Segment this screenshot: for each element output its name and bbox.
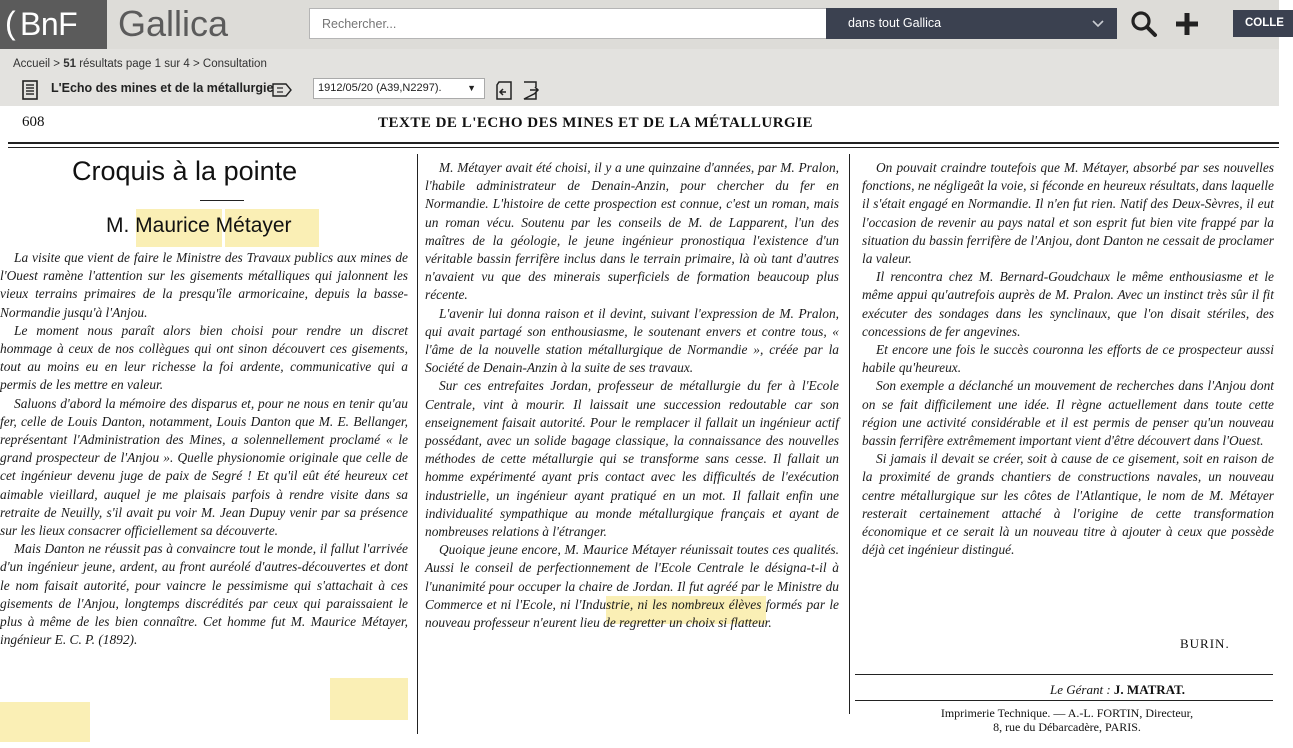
paragraph: M. Métayer avait été choisi, il y a une quinzaine d'années, par M. Pralon, l'habile administrateur de Denain-Anzin, pour chercher du fer en Normandie. L'histoire de cette prospection est connue, c'est un roman, mais un roman vécu. Soutenu par les conseils de M. de Lapparent, l'un des maîtres de la géologie, le jeune ingénieur pronostiqua l'existence d'un véritable bassin ferrifère inclus dans le terrain primaire, là où tant d'autres n'avaient vu que des minerais superficiels de formation beaucoup plus récente. [425,160,839,303]
gerant-name: J. MATRAT. [1113,682,1186,697]
tag-icon[interactable] [272,83,292,102]
article-column-1 [0,249,408,649]
footer-rule [855,674,1273,675]
running-head: TEXTE DE L'ECHO DES MINES ET DE LA MÉTALLURGIE [378,115,814,131]
caret-down-icon: ▼ [467,83,476,93]
paragraph: Si jamais il devait se créer, soit à cause de ce gisement, soit en raison de la proximité de grands chantiers de constructions navales, un nouveau centre métallurgique sur les côtes de l'Atlantique, le nom de M. Métayer resterait certainement attaché à l'origine de cette transformation économique et ce serait là un nouveau titre à ajouter à ceux que possède déjà cet ingénieur distingué. [862,451,1274,558]
paragraph: On pouvait craindre toutefois que M. Métayer, absorbé par ses nouvelles fonctions, ne négligeât la voie, si féconde en heureux résultats, dans laquelle il s'était engagé en Normandie. Il n'en fut rien. Natif des Deux-Sèvres, il eut l'occasion de revenir au pays natal et son esprit fut bien vite frappé par la situation du bassin ferrifère de l'Anjou, dont Danton ne cessait de proclamer la valeur. [862,160,1274,267]
search-icon[interactable] [1129,9,1159,39]
paragraph: Le moment nous paraît alors bien choisi pour rendre un discret hommage à ceux de nos collègues qui ont sinon découvert ces gisements, tout au moins eu en leur richesse la foi ardente, communicative qui a permis de les mettre en valeur. [0,322,408,393]
plus-icon[interactable] [1172,9,1202,39]
breadcrumb-separator: > [193,58,200,70]
printer-line-1: Imprimerie Technique. — A.-L. FORTIN, Directeur, [940,706,1194,720]
document-bar [0,49,1279,106]
paragraph: Saluons d'abord la mémoire des disparus et, pour ne nous en tenir qu'au fer, celle de Louis Danton, notamment, Louis Danton que M. E. Bellanger, représentant l'Administration des Mines, a solennellement proclamé « le grand prospecteur de l'Anjou ». Quelle physionomie originale que celle de cet ingénieur devenu juge de paix de Segré ! Et qu'il eût été heureux cet aimable vieillard, auquel je me plaisais parfois à rendre visite dans sa retraite de Neuilly, s'il avait pu voir M. Jean Dupuy venir par sa présence sur les lieux consacrer officiellement sa découverte. [0,395,408,539]
paragraph: La visite que vient de faire le Ministre des Travaux publics aux mines de l'Ouest ramène l'attention sur les gisements métalliques qui jalonnent les vieux terrains primaires de la presqu'île armoricaine, depuis la basse-Normandie jusqu'à l'Anjou. [0,250,408,320]
breadcrumb-results[interactable]: résultats page 1 sur 4 [79,58,190,70]
search-highlight [330,678,408,720]
previous-issue-icon[interactable] [494,79,514,106]
gallica-brand[interactable]: Gallica [118,3,229,44]
document-icon [22,80,38,105]
document-title: L'Echo des mines et de la métallurgie [51,81,274,95]
footer-rule [855,700,1273,701]
top-bar [0,0,1284,49]
article-subtitle: M. Maurice Métayer [106,214,292,237]
breadcrumb-home[interactable]: Accueil [13,58,51,70]
paragraph: Il rencontra chez M. Bernard-Goudchaux le même enthousiasme et le même appui qu'autrefois auprès de M. Pralon. Avec un instinct très sûr il fit exécuter des sondages dans les synclinaux, que l'on disait stériles, des concessions de fer angevines. [862,269,1274,339]
bnf-logo[interactable] [0,0,107,49]
breadcrumb-separator: > [53,58,60,70]
author-signature: BURIN. [1180,636,1230,651]
printer-imprint [892,706,1242,734]
search-highlight [0,702,90,742]
paragraph: Mais Danton ne réussit pas à convaincre tout le monde, il fallut l'arrivée d'un ingénieur jeune, ardent, au front auréolé d'autres-découvertes et dont le nom faisait autorité, pour vaincre le pessimisme qui s'attachait à ces gisements de l'Anjou, longtemps discrédités par ceux qui paraissaient le plus à même de les bien connaître. Cet homme fut M. Maurice Métayer, ingénieur E. C. P. (1892). [0,541,408,648]
article-column-3 [862,159,1274,559]
search-input[interactable] [309,8,827,39]
logo-bracket: ( [5,5,16,41]
paragraph: Quoique jeune encore, M. Maurice Métayer réunissait toutes ces qualités. Aussi le conseil de perfectionnement de l'Ecole Centrale le désigna-t-il à l'unanimité pour occuper la chaire de Jordan. Il fut agréé par le Ministre du Commerce et ni l'Ecole, ni l'Industrie, ni les nombreux élèves formés par le nouveau professeur n'eurent lieu de regretter un choix si flatteur. [425,542,839,631]
search-scope-select[interactable] [826,8,1117,39]
printer-line-2: 8, rue du Débarcadère, PARIS. [993,720,1141,734]
chevron-down-icon [1091,8,1105,51]
paragraph: L'avenir lui donna raison et il devint, suivant l'expression de M. Pralon, qui avait partagé son enthousiasme, le soutenant envers et contre tous, « l'âme de la nouvelle station métallurgique de Normandie », créée par la Société de Denain-Anzin à la suite de ses travaux. [425,305,839,376]
result-count[interactable]: 51 [63,58,76,70]
page-number: 608 [22,114,45,130]
article-title: Croquis à la pointe [72,156,298,186]
breadcrumb-current: Consultation [202,58,267,70]
issue-date-select[interactable] [313,78,485,99]
column-divider [849,154,850,714]
column-divider [417,154,418,734]
gerant-line [1050,682,1185,698]
header-rule-thin [8,147,1279,148]
logo-text: BnF [20,6,78,42]
paragraph: Son exemple a déclanché un mouvement de recherches dans l'Anjou dont on se fait difficilement une idée. Il règne actuellement dans toute cette région une activité considérable et il est permis de penser qu'un nouveau bassin ferrifère extrêmement important vient d'être découvert dans l'Ouest. [862,378,1274,449]
header-rule [8,142,1279,144]
paragraph: Sur ces entrefaites Jordan, professeur de métallurgie du fer à l'Ecole Centrale, vint à mourir. Il laissait une succession redoutable car son enseignement faisait autorité. Pour le remplacer il fallait un ingénieur actif possédant, avec un solide bagage classique, la connaissance des nouvelles méthodes de cette métallurgie qui se transforme sans cesse. Il fallait un homme expérimenté ayant pris contact avec les difficultés de l'exécution industrielle, un ingénieur ayant pratiqué en un mot. Il fallait enfin une individualité sympathique au monde métallurgique français et ayant de nombreuses relations à l'étranger. [425,378,839,540]
gerant-label: Le Gérant : [1050,682,1111,697]
article-column-2 [425,159,839,632]
collections-button[interactable]: COLLE [1233,10,1293,37]
paragraph: Et encore une fois le succès couronna les efforts de ce prospecteur aussi habile qu'heureux. [862,342,1274,376]
document-viewer[interactable] [0,106,1279,748]
issue-date-value: 1912/05/20 (A39,N2297). [318,82,442,94]
breadcrumb [13,58,267,70]
next-issue-icon[interactable] [521,79,541,106]
search-scope-label: dans tout Gallica [848,16,942,30]
title-rule [200,200,244,201]
